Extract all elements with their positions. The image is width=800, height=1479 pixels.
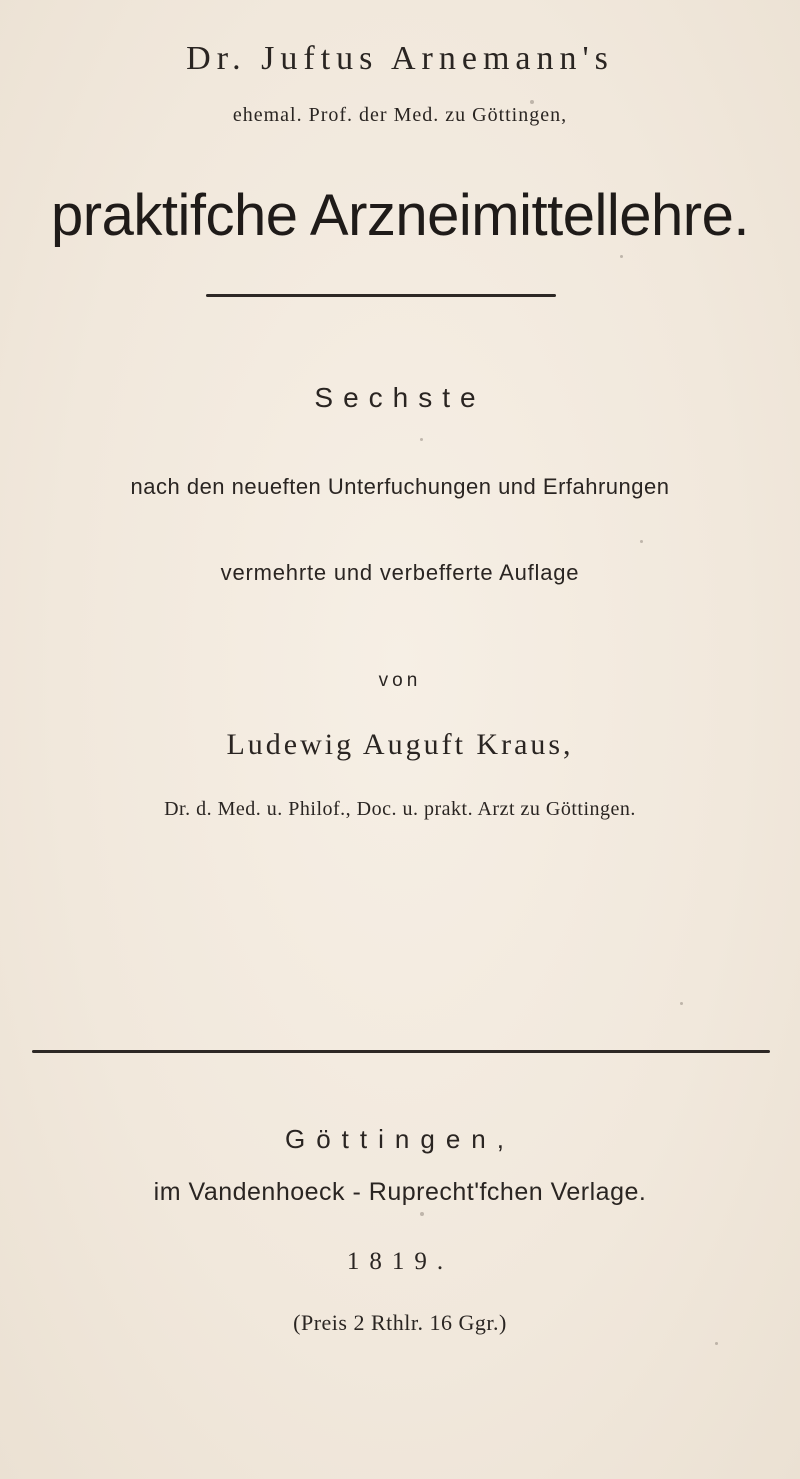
author-name: Dr. Juftus Arnemann's (186, 40, 614, 77)
paper-speck (715, 1342, 718, 1345)
paper-speck (620, 255, 623, 258)
price-line: (Preis 2 Rthlr. 16 Ggr.) (293, 1310, 507, 1335)
author-position: ehemal. Prof. der Med. zu Göttingen, (232, 104, 568, 126)
edition-description-line2: vermehrte und verbefferte Auflage (220, 560, 580, 585)
book-title: praktifche Arzneimittellehre. (51, 183, 749, 248)
publication-year: 1819. (346, 1248, 454, 1275)
edition-number: Sechste (314, 382, 486, 413)
by-word: von (378, 670, 422, 691)
publication-place: Göttingen, (285, 1124, 515, 1154)
paper-speck (420, 1212, 424, 1216)
publisher-line: im Vandenhoeck - Ruprecht'fchen Verlage. (153, 1178, 647, 1206)
paper-speck (680, 1002, 683, 1005)
editor-credentials: Dr. d. Med. u. Philof., Doc. u. prakt. Arzt zu Göttingen. (164, 798, 636, 820)
editor-name: Ludewig Auguft Kraus, (226, 728, 574, 761)
top-divider-rule (206, 294, 556, 297)
paper-speck (530, 100, 534, 104)
paper-speck (640, 540, 643, 543)
bottom-divider-rule (32, 1050, 770, 1053)
edition-description-line1: nach den neueften Unterfuchungen und Erfahrungen (130, 474, 670, 499)
paper-speck (420, 438, 423, 441)
